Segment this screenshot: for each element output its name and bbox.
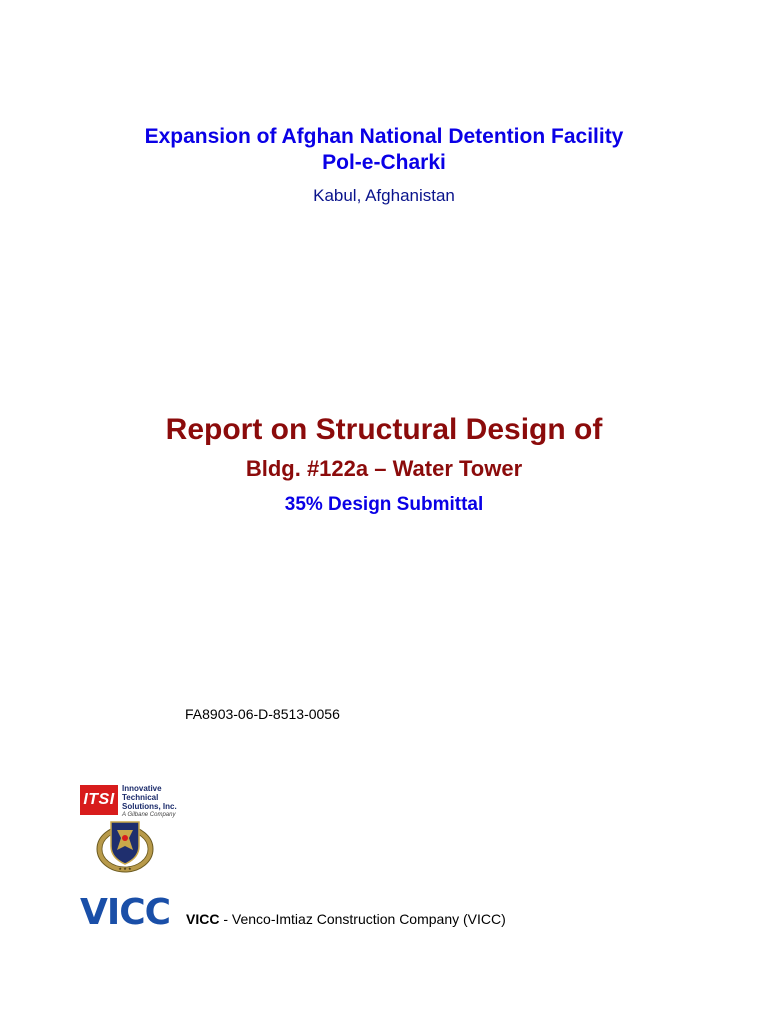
itsi-tagline: A Gilbane Company — [122, 812, 176, 818]
itsi-logo — [80, 784, 180, 818]
vicc-logo: VICC — [80, 892, 171, 933]
itsi-name-line1: Innovative — [122, 784, 162, 793]
submittal-label: 35% Design Submittal — [284, 494, 484, 515]
contractor-abbr: VICC — [186, 911, 220, 927]
svg-text:★ ★ ★: ★ ★ ★ — [118, 866, 132, 871]
itsi-name-line3: Solutions, Inc. — [122, 802, 177, 811]
itsi-logo-mark: ITSI — [80, 785, 118, 815]
project-header — [0, 124, 768, 206]
itsi-logo-text — [122, 784, 182, 819]
project-title-line2: Pol-e-Charki — [322, 151, 446, 174]
contract-number: FA8903-06-D-8513-0056 — [185, 706, 340, 722]
contractor-description: - Venco-Imtiaz Construction Company (VICC) — [219, 911, 506, 927]
itsi-name-line2: Technical — [122, 793, 159, 802]
air-force-seal-icon — [95, 816, 155, 874]
project-location: Kabul, Afghanistan — [313, 186, 455, 205]
contractor-caption — [186, 911, 506, 927]
project-title-line1: Expansion of Afghan National Detention Facility — [144, 125, 624, 148]
report-title: Report on Structural Design of — [165, 413, 603, 446]
building-name: Bldg. #122a – Water Tower — [245, 456, 523, 481]
report-header — [0, 410, 768, 516]
